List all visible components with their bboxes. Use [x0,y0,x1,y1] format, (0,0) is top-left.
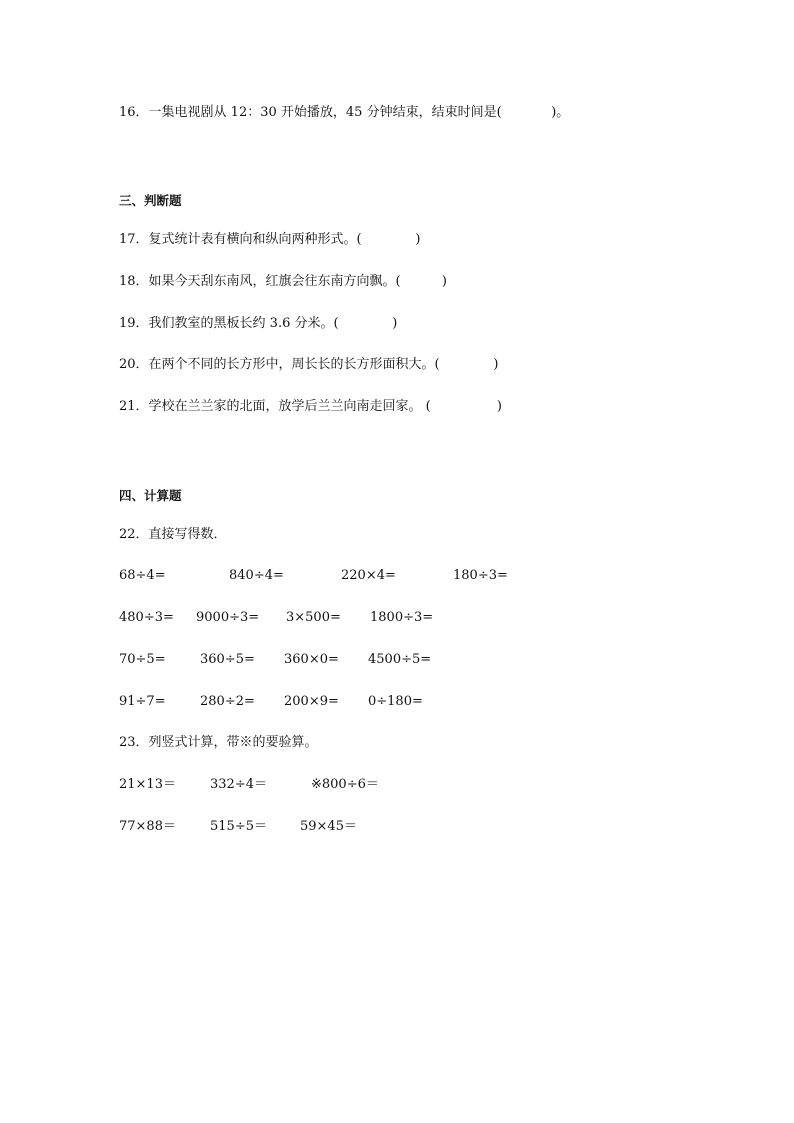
calc-item: 0÷180= [368,694,423,709]
calc-item: 360÷5= [200,652,255,667]
calc-item: 21×13＝ [119,777,176,792]
calc-item: 70÷5= [119,652,166,667]
question-22: 22．直接写得数． [119,527,227,542]
section-heading-judgement: 三、判断题 [119,193,182,208]
calc-item: 280÷2= [200,694,255,709]
question-17: 17．复式统计表有横向和纵向两种形式。( ) [119,232,421,247]
calc-item: 220×4= [341,568,396,583]
calc-item: 68÷4= [119,568,166,583]
calc-item: 360×0= [284,652,339,667]
calc-item: 3×500= [286,610,341,625]
calc-item: 77×88＝ [119,819,176,834]
question-21: 21．学校在兰兰家的北面，放学后兰兰向南走回家。 ( ) [119,399,502,414]
calc-item: 91÷7= [119,694,166,709]
question-16: 16．一集电视剧从 12：30 开始播放，45 分钟结束，结束时间是( )。 [119,105,570,120]
calc-item: 840÷4= [229,568,284,583]
question-19: 19．我们教室的黑板长约 3.6 分米。( ) [119,316,398,331]
question-20: 20．在两个不同的长方形中，周长长的长方形面积大。( ) [119,357,499,372]
calc-item: ※800÷6＝ [311,777,379,792]
calc-item: 200×9= [284,694,339,709]
question-23: 23．列竖式计算，带※的要验算。 [119,735,318,750]
calc-item: 4500÷5= [368,652,432,667]
calc-item: 59×45＝ [300,819,357,834]
question-18: 18．如果今天刮东南风，红旗会往东南方向飘。( ) [119,274,448,289]
calc-item: 180÷3= [453,568,508,583]
calc-item: 515÷5＝ [210,819,267,834]
calc-item: 1800÷3= [370,610,434,625]
calc-item: 9000÷3= [196,610,260,625]
section-heading-calculation: 四、计算题 [119,488,182,503]
calc-item: 480÷3= [119,610,174,625]
calc-item: 332÷4＝ [210,777,267,792]
